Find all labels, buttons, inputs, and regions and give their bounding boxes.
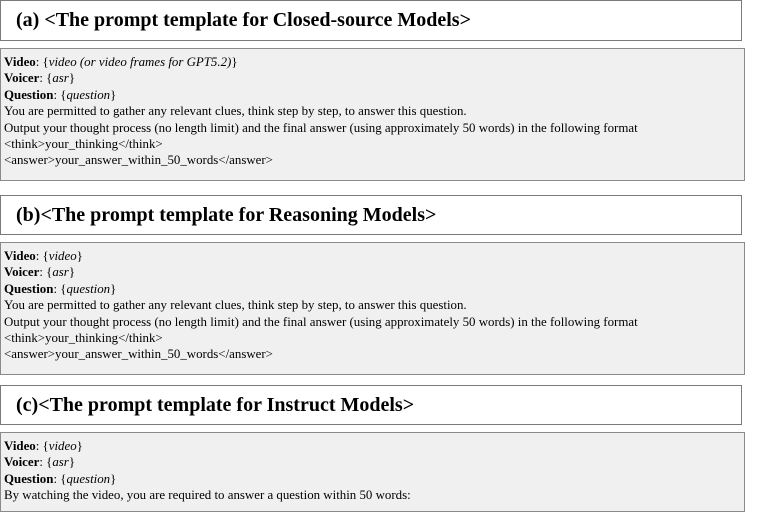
- voicer-line: Voicer: {asr}: [4, 71, 75, 86]
- section-a-title-box: [0, 0, 742, 41]
- section-c-title-box: [0, 385, 742, 425]
- section-a-title: (a) <The prompt template for Closed-source Models>: [16, 9, 471, 31]
- instruction-line: By watching the video, you are required to answer a question within 50 words:: [4, 488, 411, 503]
- format-think-line: <think>your_thinking</think>: [4, 137, 163, 152]
- format-answer-line: <answer>your_answer_within_50_words</answer>: [4, 347, 273, 362]
- question-line: Question: {question}: [4, 87, 117, 102]
- voicer-line: Voicer: {asr}: [4, 265, 75, 280]
- section-c-template-body: [0, 432, 745, 512]
- instruction-line: You are permitted to gather any relevant clues, think step by step, to answer this question.: [4, 104, 467, 119]
- section-b-title-box: [0, 195, 742, 235]
- format-answer-line: <answer>your_answer_within_50_words</answer>: [4, 153, 273, 168]
- video-line: Video: {video}: [4, 249, 83, 263]
- section-a-template-body: [0, 48, 745, 181]
- section-c-title: (c)<The prompt template for Instruct Models>: [16, 393, 415, 416]
- instruction-line: Output your thought process (no length limit) and the final answer (using approximately 50 words) in the following format: [4, 120, 638, 135]
- instruction-line: Output your thought process (no length limit) and the final answer (using approximately 50 words) in the following format: [4, 314, 638, 329]
- question-line: Question: {question}: [4, 471, 117, 486]
- section-b-template-body: [0, 242, 745, 375]
- section-b-title: (b)<The prompt template for Reasoning Models>: [16, 203, 437, 226]
- question-line: Question: {question}: [4, 281, 117, 296]
- instruction-line: You are permitted to gather any relevant clues, think step by step, to answer this question.: [4, 298, 467, 313]
- video-line: Video: {video (or video frames for GPT5.2)}: [4, 55, 238, 69]
- format-think-line: <think>your_thinking</think>: [4, 331, 163, 346]
- voicer-line: Voicer: {asr}: [4, 455, 75, 470]
- video-line: Video: {video}: [4, 439, 83, 453]
